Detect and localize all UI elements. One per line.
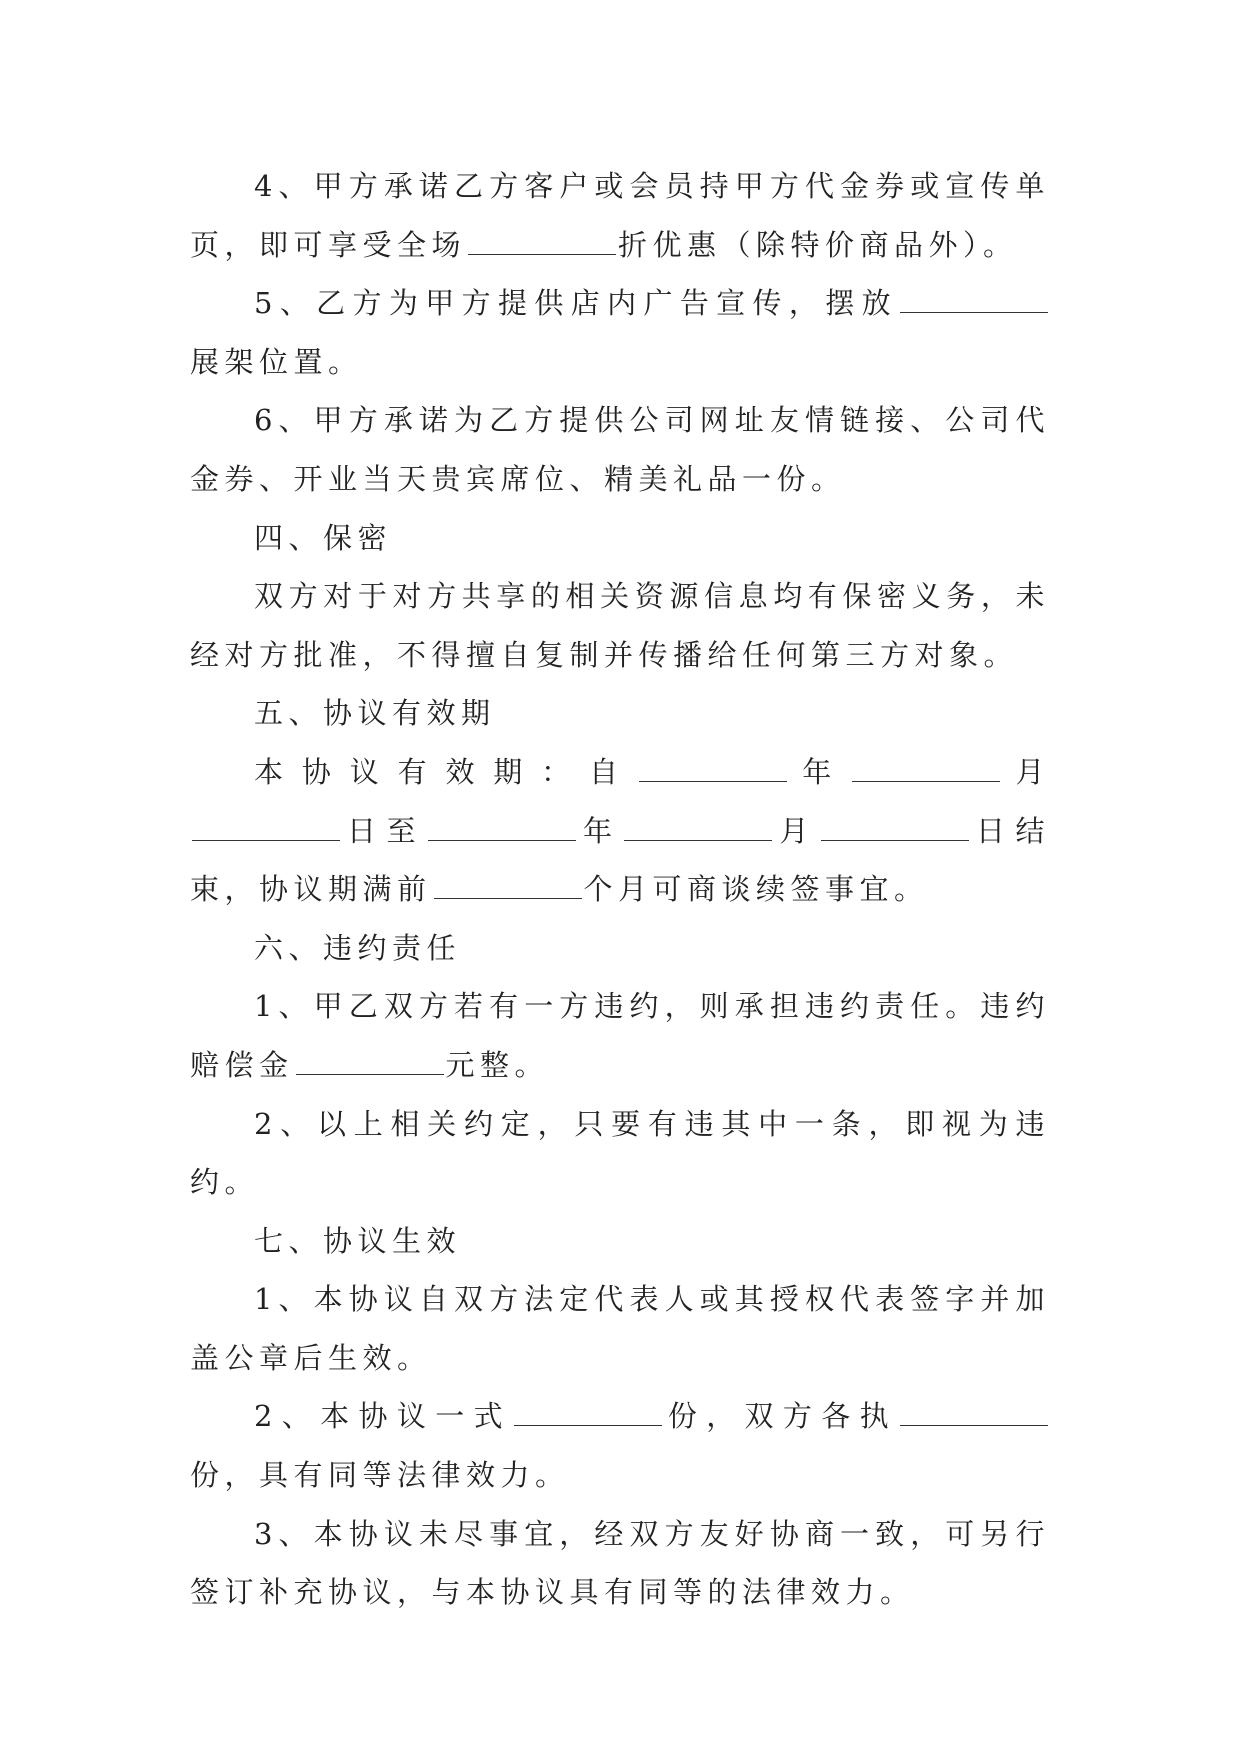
text-segment: 月 (774, 813, 819, 848)
fill-blank-end-day[interactable] (821, 814, 969, 841)
text-segment: 份，双方各执 (663, 1399, 898, 1434)
clause-6-benefits (190, 391, 1050, 508)
fill-blank-end-year[interactable] (428, 814, 576, 841)
fill-blank[interactable] (468, 228, 616, 255)
fill-blank-copies[interactable] (514, 1399, 662, 1426)
section-heading-confidentiality (190, 509, 1050, 568)
fill-blank-start-year[interactable] (639, 755, 787, 782)
section-heading-validity (190, 684, 1050, 743)
text-segment: 个月可商谈续签事宜。 (583, 872, 929, 907)
text-segment: 月 (1002, 754, 1050, 789)
fill-blank-start-day[interactable] (192, 814, 340, 841)
text-segment: 3、本协议未尽事宜，经双方友好协商一致，可另行签订补充协议，与本协议具有同等的法律效力。 (190, 1516, 1050, 1610)
fill-blank-months[interactable] (434, 872, 582, 899)
effect-clause-2 (190, 1387, 1050, 1504)
fill-blank-copies-each[interactable] (900, 1399, 1048, 1426)
text-segment: 5、乙方为甲方提供店内广告宣传，摆放 (254, 286, 898, 321)
text-segment: 五、协议有效期 (254, 696, 496, 731)
document-page (190, 157, 1050, 1622)
text-segment: 六、违约责任 (254, 930, 462, 965)
clause-4-discount (190, 157, 1050, 274)
text-segment: 2、本协议一式 (254, 1399, 512, 1434)
text-segment: 四、保密 (254, 520, 393, 555)
text-segment: 2、以上相关约定，只要有违其中一条，即视为违约。 (190, 1106, 1050, 1200)
text-segment: 6、甲方承诺为乙方提供公司网址友情链接、公司代金券、开业当天贵宾席位、精美礼品一份。 (190, 403, 1050, 496)
text-segment: 元整。 (445, 1047, 550, 1082)
text-segment: 1、本协议自双方法定代表人或其授权代表签字并加盖公章后生效。 (190, 1282, 1050, 1375)
text-segment: 日结束，协议期满前 (190, 813, 1050, 907)
liability-clause-2 (190, 1095, 1050, 1212)
validity-text (190, 743, 1050, 919)
text-segment: 年 (788, 754, 851, 789)
liability-clause-1 (190, 977, 1050, 1094)
text-segment: 本协议有效期：自 (254, 754, 637, 789)
text-segment: 1、甲乙双方若有一方违约，则承担违约责任。违约赔偿金 (190, 989, 1050, 1082)
clause-5-advertising (190, 274, 1050, 391)
fill-blank[interactable] (900, 286, 1048, 313)
text-segment: 份，具有同等法律效力。 (190, 1458, 570, 1493)
effect-clause-1 (190, 1270, 1050, 1387)
text-segment: 折优惠（除特价商品外）。 (618, 227, 1018, 262)
text-segment: 日至 (342, 813, 426, 848)
fill-blank-amount[interactable] (296, 1048, 444, 1075)
fill-blank-end-month[interactable] (624, 814, 772, 841)
section-heading-liability (190, 919, 1050, 978)
effect-clause-3 (190, 1505, 1050, 1622)
text-segment: 年 (577, 813, 623, 848)
fill-blank-start-month[interactable] (852, 755, 1000, 782)
text-segment: 双方对于对方共享的相关资源信息均有保密义务，未经对方批准，不得擅自复制并传播给任何第三方对象。 (190, 579, 1050, 672)
text-segment: 4、甲方承诺乙方客户或会员持甲方代金券或宣传单页，即可享受全场 (190, 169, 1050, 262)
text-segment: 七、协议生效 (254, 1223, 462, 1258)
text-segment: 展架位置。 (190, 344, 363, 379)
section-heading-effect (190, 1212, 1050, 1271)
confidentiality-text (190, 567, 1050, 684)
